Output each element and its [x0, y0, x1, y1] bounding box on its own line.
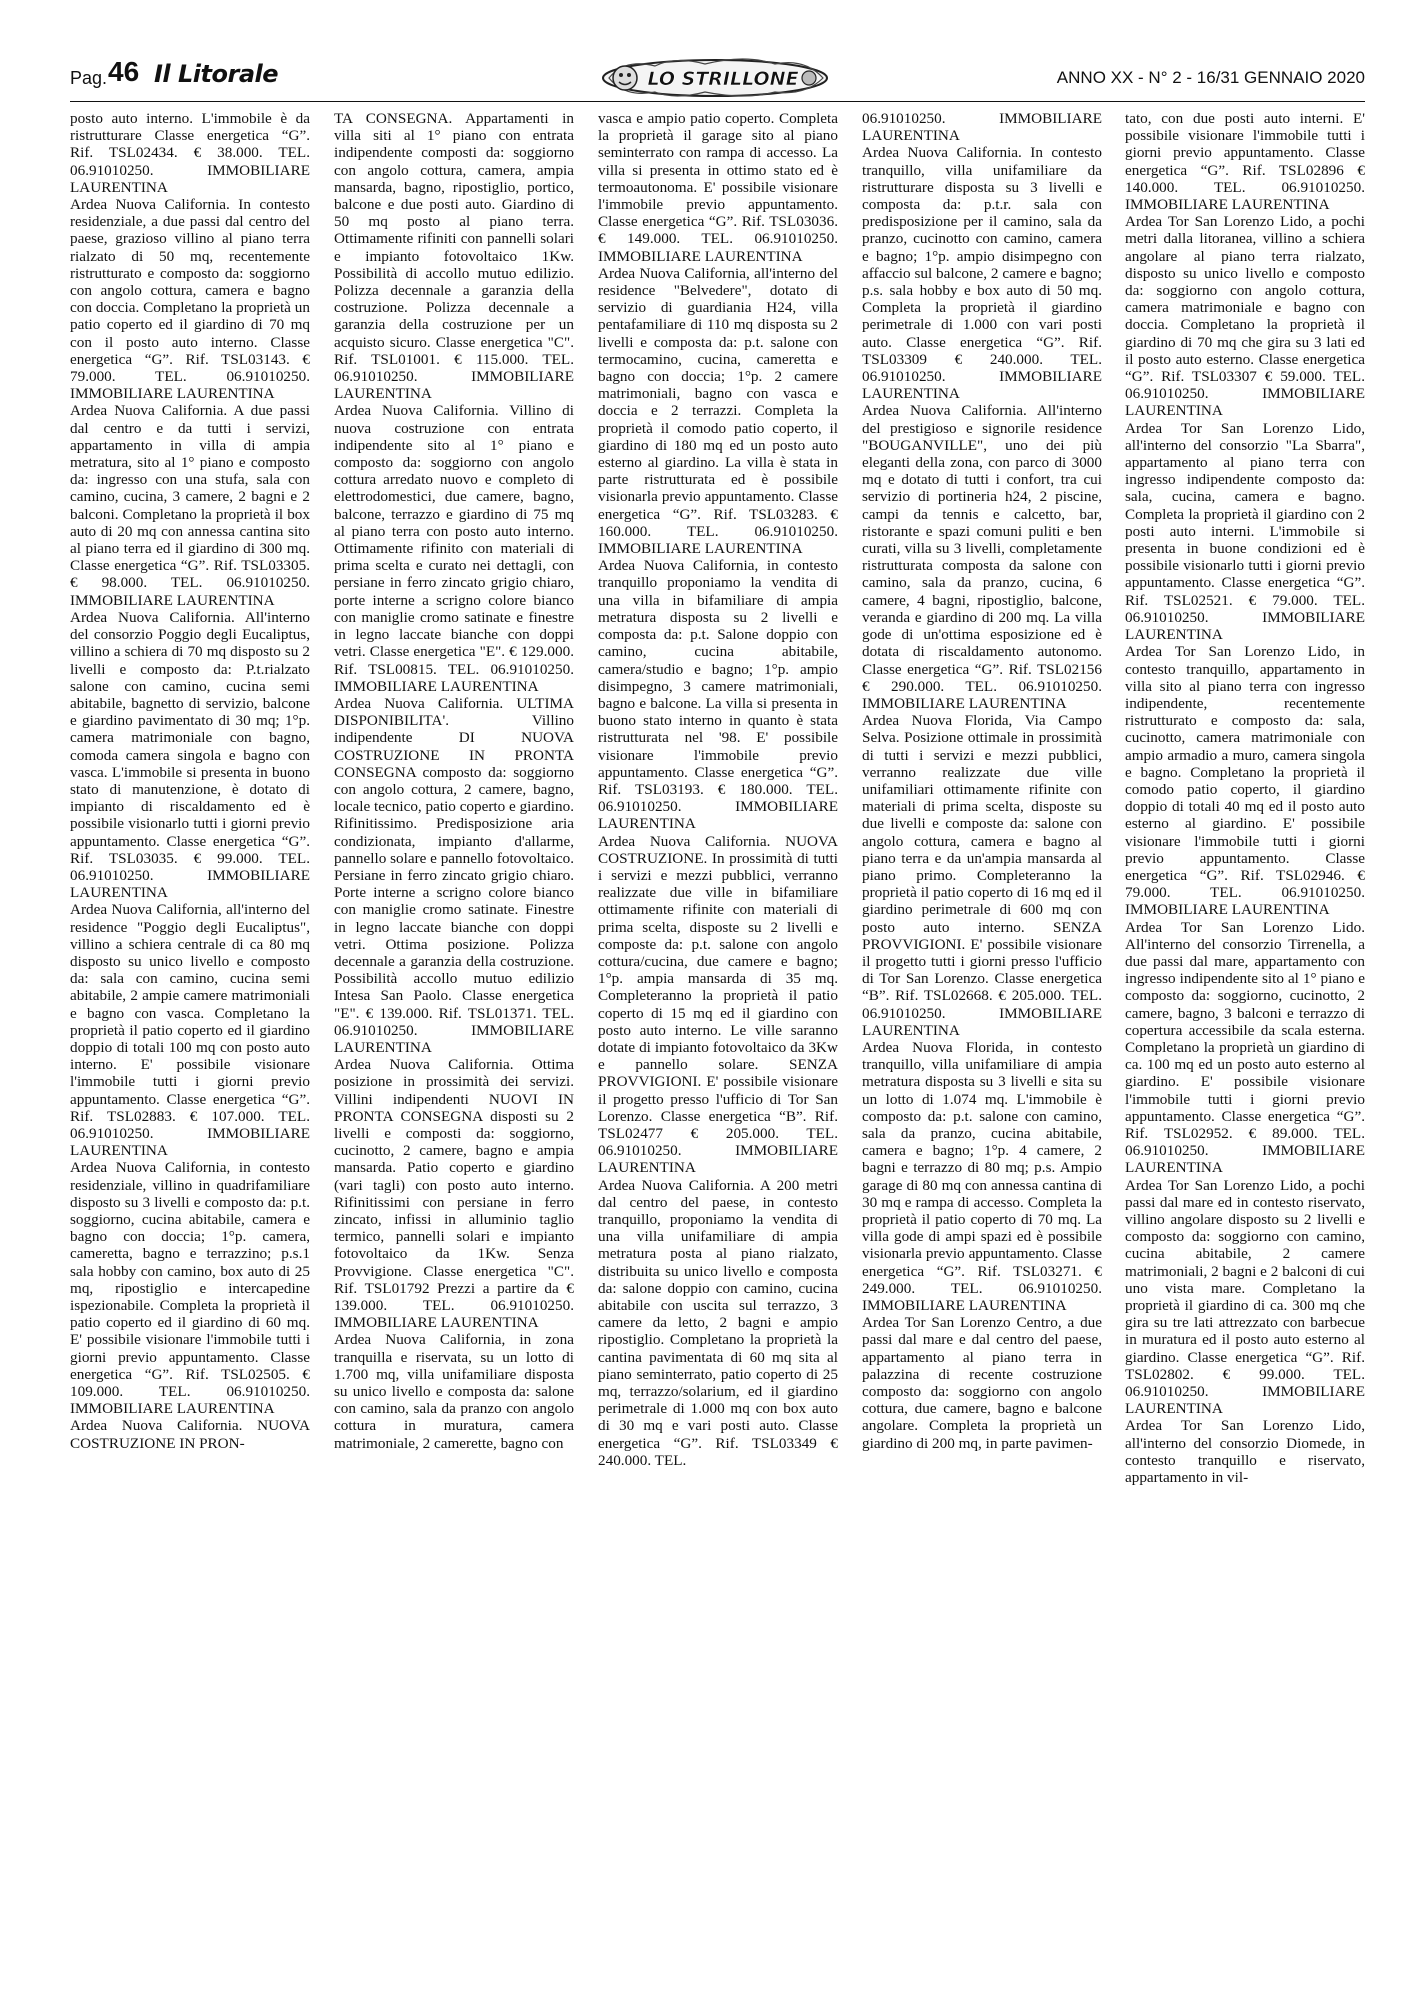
ad-paragraph: Ardea Nuova California, all'interno del residence "Poggio degli Eucaliptus", villino a schiera centrale di ca 80 mq disposto su unico livello e composto da: sala con camino, cucina semi abitabile, 2 ampie camere matrimoniali e bagno con vasca. Completano la proprietà il patio coperto ed il giardino doppio di totali 100 mq con posto auto interno. E' possibile visionare l'immobile tutti i giorni previo appuntamento. Classe energetica “G”. Rif. TSL02883. € 107.000. TEL. 06.91010250. IMMOBILIARE LAURENTINA — [70, 901, 310, 1160]
logo-text: LO STRILLONE — [647, 68, 799, 90]
ad-paragraph: Ardea Nuova California. Ottima posizione in prossimità dei servizi. Villini indipendenti NUOVI IN PRONTA CONSEGNA disposti su 2 livelli e composti da: soggiorno, cucinotto, 2 camere, bagno e ampia mansarda. Patio coperto e giardino (vari tagli) con posto auto interno. Rifinitissimi con persiane in ferro zincato, infissi in alluminio taglio termico, pannelli solari e impianto fotovoltaico da 1Kw. Senza Provvigione. Classe energetica "C". Rif. TSL01792 Prezzi a partire da € 139.000. TEL. 06.91010250. IMMOBILIARE LAURENTINA — [334, 1056, 574, 1332]
issue-date: ANNO XX - N° 2 - 16/31 GENNAIO 2020 — [1056, 68, 1365, 87]
ad-paragraph: Ardea Nuova California, in contesto residenziale, villino in quadrifamiliare disposto su 3 livelli e composto da: p.t. soggiorno, cucina abitabile, camera e bagno con doccia; 1°p. camera, cameretta, bagno e terrazzino; p.s.1 sala hobby con camino, box auto di 25 mq, ripostiglio e intercapedine ispezionabile. Completa la proprietà il patio coperto ed il giardino di 60 mq. E' possibile visionare l'immobile tutti i giorni previo appuntamento. Classe energetica “G”. Rif. TSL02505. € 109.000. TEL. 06.91010250. IMMOBILIARE LAURENTINA — [70, 1159, 310, 1418]
ad-paragraph: Ardea Nuova California. A 200 metri dal centro del paese, in contesto tranquillo, proponiamo la vendita di una villa unifamiliare di ampia metratura posta al piano rialzato, distribuita su unico livello e composta da: salone doppio con camino, cucina abitabile con uscita sul terrazzo, 3 camere da letto, 2 bagni e ampio ripostiglio. Completano la proprietà la cantina pavimentata di 60 mq sita al piano seminterrato, patio coperto di 25 mq, terrazzo/solarium, ed il giardino perimetrale di 1.000 mq con box auto di 30 mq e vari posti auto. Classe energetica “G”. Rif. TSL03349 € 240.000. TEL. — [598, 1176, 838, 1469]
ad-paragraph: Ardea Nuova Florida, in contesto tranquillo, villa unifamiliare di ampia metratura disposta su 3 livelli e sita su un lotto di 1.074 mq. L'immobile è composto da: p.t. salone con camino, sala da pranzo, cucina abitabile, camera e bagno; 1°p. 4 camere, 2 bagni e terrazzo di 80 mq; p.s. Ampio garage di 80 mq con annessa cantina di 30 mq e rampa di accesso. Completa la proprietà il patio coperto di 70 mq. La villa gode di ampi spazi ed è possibile visionarla previo appuntamento. Classe energetica “G”. Rif. TSL03271. € 249.000. TEL. 06.91010250. IMMOBILIARE LAURENTINA — [862, 1038, 1102, 1315]
page-header — [70, 58, 1365, 98]
ad-paragraph: tato, con due posti auto interni. E' possibile visionare l'immobile tutti i giorni previo appuntamento. Classe energetica “G”. Rif. TSL02896 € 140.000. TEL. 06.91010250. IMMOBILIARE LAURENTINA — [1125, 110, 1365, 214]
ad-paragraph: Ardea Nuova California. In contesto residenziale, a due passi dal centro del paese, grazioso villino al piano terra rialzato di 50 mq, recentemente ristrutturato e composto da: soggiorno con angolo cottura, camera e bagno con doccia. Completano la proprietà un patio coperto ed il giardino di 70 mq con il posto auto interno. Classe energetica “G”. Rif. TSL03143. € 79.000. TEL. 06.91010250. IMMOBILIARE LAURENTINA — [70, 196, 310, 403]
ad-paragraph: posto auto interno. L'immobile è da ristrutturare Classe energetica “G”. Rif. TSL02434. € 38.000. TEL. 06.91010250. IMMOBILIARE LAURENTINA — [70, 110, 310, 196]
lo-strillone-logo — [595, 52, 835, 102]
ad-paragraph: Ardea Nuova California, in zona tranquilla e riservata, su un lotto di 1.700 mq, villa unifamiliare disposta su unico livello e composta da: salone con camino, sala da pranzo con angolo cottura in muratura, camera matrimoniale, 2 camerette, bagno con — [334, 1331, 574, 1452]
publication-name: Il Litorale — [154, 60, 279, 88]
ad-paragraph: Ardea Nuova California, in contesto tranquillo proponiamo la vendita di una villa in bifamiliare di ampia metratura disposta su 2 livelli e composta da: p.t. Salone doppio con camino, cucina abitabile, camera/studio e bagno; 1°p. ampio disimpegno, 3 camere matrimoniali, bagno e balcone. La villa si presenta in buono stato interno in quanto è stata ristrutturata nel '98. E' possibile visionare l'immobile previo appuntamento. Classe energetica “G”. Rif. TSL03193. € 180.000. TEL. 06.91010250. IMMOBILIARE LAURENTINA — [598, 557, 838, 833]
ad-paragraph: Ardea Nuova California. ULTIMA DISPONIBILITA'. Villino indipendente DI NUOVA COSTRUZIONE IN PRONTA CONSEGNA composto da: soggiorno con angolo cottura, 2 camere, bagno, locale tecnico, patio coperto e giardino. Rifinitissimo. Predisposizione aria condizionata, impianto d'allarme, pannello solare e pannello fotovoltaico. Persiane in ferro zincato grigio chiaro. Porte interne a scrigno colore bianco con maniglie cromo satinate. Finestre in legno laccate bianche con doppi vetri. Ottima posizione. Polizza decennale a garanzia della costruzione. Possibilità accollo mutuo edilizio Intesa San Paolo. Classe energetica "E". € 139.000. Rif. TSL01371. TEL. 06.91010250. IMMOBILIARE LAURENTINA — [334, 694, 574, 1056]
column-2 — [334, 110, 574, 1960]
ad-paragraph: Ardea Tor San Lorenzo Lido. All'interno del consorzio Tirrenella, a due passi dal mare, appartamento con ingresso indipendente sito al 1° piano e composto da: soggiorno, cucinotto, 2 camere, bagno, 3 balconi e terrazzo di copertura accessibile da scala esterna. Completano la proprietà un giardino di ca. 100 mq ed un posto auto esterno al giardino. E' possibile visionare l'immobile tutti i giorni previo appuntamento. Classe energetica “G”. Rif. TSL02952. € 89.000. TEL. 06.91010250. IMMOBILIARE LAURENTINA — [1125, 918, 1365, 1177]
header-rule — [70, 101, 1365, 102]
ad-paragraph: Ardea Nuova California. NUOVA COSTRUZIONE IN PRON- — [70, 1417, 310, 1452]
ad-paragraph: Ardea Nuova California, all'interno del residence "Belvedere", dotato di servizio di guardiania H24, villa pentafamiliare di 110 mq disposta su 2 livelli e composta da: p.t. salone con termocamino, cucina, cameretta e bagno con doccia; 1°p. 2 camere matrimoniali, bagno con vasca e doccia e 2 terrazzi. Completa la proprietà il comodo patio coperto, il giardino di 180 mq ed un posto auto esterno al giardino. La villa è stata in parte ristrutturata ed è possibile visionarla previo appuntamento. Classe energetica “G”. Rif. TSL03283. € 160.000. TEL. 06.91010250. IMMOBILIARE LAURENTINA — [598, 264, 838, 558]
ad-paragraph: Ardea Nuova California. All'interno del prestigioso e signorile residence "BOUGANVILLE", uno dei più eleganti della zona, con parco di 3000 mq e dotato di tutti i confort, tra cui servizio di portineria h24, 2 piscine, campi da tennis e calcetto, bar, ristorante e spazi comuni puliti e ben curati, villa su 3 livelli, completamente ristrutturata composta da salone con camino, sala da pranzo, cucina, 6 camere, 4 bagni, ripostiglio, balcone, veranda e giardino di 200 mq. La villa gode di un'ottima esposizione ed è dotata di riscaldamento autonomo. Classe energetica “G”. Rif. TSL02156 € 290.000. TEL. 06.91010250. IMMOBILIARE LAURENTINA — [862, 402, 1102, 712]
page-label: Pag. — [70, 68, 108, 88]
ad-paragraph: Ardea Nuova California. All'interno del consorzio Poggio degli Eucaliptus, villino a schiera di 70 mq disposto su 2 livelli e composto da: P.t.rialzato salone con camino, cucina semi abitabile, bagnetto di servizio, balcone e giardino pavimentato di 30 mq; 1°p. camera matrimoniale con bagno, comoda camera singola e bagno con vasca. L'immobile si presenta in buono stato di manutenzione, è dotato di impianto di riscaldamento ed è possibile visionarlo tutti i giorni previo appuntamento. Classe energetica “G”. Rif. TSL03035. € 99.000. TEL. 06.91010250. IMMOBILIARE LAURENTINA — [70, 608, 310, 902]
ad-paragraph: Ardea Nuova California. A due passi dal centro e da tutti i servizi, appartamento in villa di ampia metratura, sito al 1° piano e composto da: ingresso con una stufa, sala con camino, cucina, 3 camere, 2 bagni e 2 balconi. Completano la proprietà il box auto di 20 mq con annessa cantina sito al piano terra ed il giardino di 300 mq. Classe energetica “G”. Rif. TSL03305. € 98.000. TEL. 06.91010250. IMMOBILIARE LAURENTINA — [70, 402, 310, 609]
ad-paragraph: Ardea Tor San Lorenzo Lido, all'interno del consorzio Diomede, in contesto tranquillo e riservato, appartamento in vil- — [1125, 1417, 1365, 1487]
ad-paragraph: Ardea Tor San Lorenzo Lido, in contesto tranquillo, appartamento in villa sito al piano terra con ingresso indipendente, recentemente ristrutturato e composto da: sala, cucinotto, camera matrimoniale con ampio armadio a muro, camera singola e bagno. Completano la proprietà il comodo patio coperto, il giardino doppio di totali 40 mq ed il posto auto esterno al giardino. E' possibile visionare l'immobile tutti i giorni previo appuntamento. Classe energetica “G”. Rif. TSL02946. € 79.000. TEL. 06.91010250. IMMOBILIARE LAURENTINA — [1125, 643, 1365, 919]
classifieds-columns — [70, 110, 1365, 1960]
ad-paragraph: Ardea Nuova California. In contesto tranquillo, villa unifamiliare da ristrutturare disposta su 3 livelli e composta da: p.t.r. sala con predisposizione per il camino, sala da pranzo, cucinotto con camino, camera e bagno; 1°p. ampio disimpegno con affaccio sul balcone, 2 camere e bagno; p.s. sala hobby e box auto di 50 mq. Completa la proprietà il giardino perimetrale di 1.000 con vari posti auto. Classe energetica “G”. Rif. TSL03309 € 240.000. TEL. 06.91010250. IMMOBILIARE LAURENTINA — [862, 144, 1102, 403]
ad-paragraph: Ardea Tor San Lorenzo Lido, a pochi metri dalla litoranea, villino a schiera angolare al piano terra rialzato, disposto su unico livello e composto da: soggiorno con angolo cottura, camera matrimoniale e bagno con doccia. Completano la proprietà il giardino di 70 mq che gira su 3 lati ed il posto auto esterno. Classe energetica “G”. Rif. TSL03307 € 59.000. TEL. 06.91010250. IMMOBILIARE LAURENTINA — [1125, 213, 1365, 420]
column-5 — [1125, 110, 1365, 1960]
ad-paragraph: Ardea Nuova California. NUOVA COSTRUZIONE. In prossimità di tutti i servizi e mezzi pubblici, verranno realizzate due ville in bifamiliare ottimamente rifinite con materiali di prima scelta, disposte su 2 livelli e composte da: p.t. salone con angolo cottura/cucina, due camere e bagno; 1°p. ampia mansarda di 35 mq. Completeranno la proprietà il patio coperto di 15 mq ed il giardino con posto auto interno. Le ville saranno dotate di impianto fotovoltaico da 3Kw e pannello solare. SENZA PROVVIGIONI. E' possibile visionare il progetto presso l'ufficio di Tor San Lorenzo. Classe energetica “B”. Rif. TSL02477 € 205.000. TEL. 06.91010250. IMMOBILIARE LAURENTINA — [598, 832, 838, 1177]
column-3 — [598, 110, 838, 1960]
column-4 — [862, 110, 1102, 1960]
column-1 — [70, 110, 310, 1960]
ad-paragraph: 06.91010250. IMMOBILIARE LAURENTINA — [862, 110, 1102, 145]
ad-paragraph: vasca e ampio patio coperto. Completa la proprietà il garage sito al piano seminterrato con rampa di accesso. La villa si presenta in ottimo stato ed è termoautonoma. E' possibile visionare l'immobile previo appuntamento. Classe energetica “G”. Rif. TSL03036. € 149.000. TEL. 06.91010250. IMMOBILIARE LAURENTINA — [598, 110, 838, 265]
ad-paragraph: Ardea Nuova Florida, Via Campo Selva. Posizione ottimale in prossimità di tutti i servizi e mezzi pubblici, verranno realizzate due ville unifamiliari ottimamente rifinite con materiali di prima scelta, disposte su due livelli e composte da: salone con angolo cottura, camera e bagno al piano terra e da un'ampia mansarda al piano primo. Completeranno la proprietà il patio coperto di 16 mq ed il giardino perimetrale di 600 mq con posto auto interno. SENZA PROVVIGIONI. E' possibile visionare il progetto tutti i giorni presso l'ufficio di Tor San Lorenzo. Classe energetica “B”. Rif. TSL02668. € 205.000. TEL. 06.91010250. IMMOBILIARE LAURENTINA — [862, 712, 1102, 1039]
ad-paragraph: TA CONSEGNA. Appartamenti in villa siti al 1° piano con entrata indipendente composti da: soggiorno con angolo cottura, camera, ampia mansarda, bagno, ripostiglio, portico, balcone e due posti auto. Giardino di 50 mq posto al piano terra. Ottimamente rifiniti con pannelli solari e impianto fotovoltaico 1Kw. Possibilità di accollo mutuo edilizio. Polizza decennale a garanzia della costruzione. Polizza decennale a garanzia della costruzione per un acquisto sicuro. Classe energetica "C". Rif. TSL01001. € 115.000. TEL. 06.91010250. IMMOBILIARE LAURENTINA — [334, 110, 574, 403]
ad-paragraph: Ardea Nuova California. Villino di nuova costruzione con entrata indipendente sito al 1° piano e composto da: soggiorno con angolo cottura arredato nuovo e completo di elettrodomestici, due camere, bagno, balcone, terrazzo e giardino di 75 mq al piano terra con posto auto interno. Ottimamente rifinito con materiali di prima scelta e curato nei dettagli, con persiane in ferro zincato grigio chiaro, porte interne a scrigno colore bianco con maniglie cromo satinate e finestre in legno laccate bianche con doppi vetri. Classe energetica "E". € 129.000. Rif. TSL00815. TEL. 06.91010250. IMMOBILIARE LAURENTINA — [334, 402, 574, 695]
ad-paragraph: Ardea Tor San Lorenzo Centro, a due passi dal mare e dal centro del paese, appartamento al piano terra in palazzina di recente costruzione composto da: soggiorno con angolo cottura, due camere, bagno e balcone angolare. Completa la proprietà un giardino di 200 mq, in parte pavimen- — [862, 1314, 1102, 1452]
ad-paragraph: Ardea Tor San Lorenzo Lido, a pochi passi dal mare ed in contesto riservato, villino angolare disposto su 2 livelli e composto da: soggiorno con camino, cucina abitabile, 2 camere matrimoniali, 2 bagni e 2 balconi di cui uno vista mare. Completano la proprietà il giardino di ca. 300 mq che gira su tre lati attrezzato con barbecue in muratura ed il posto auto esterno al giardino. Classe energetica “G”. Rif. TSL02802. € 99.000. TEL. 06.91010250. IMMOBILIARE LAURENTINA — [1125, 1176, 1365, 1418]
page-number: 46 — [108, 56, 140, 87]
ad-paragraph: Ardea Tor San Lorenzo Lido, all'interno del consorzio "La Sbarra", appartamento al piano terra con ingresso indipendente composto da: sala, cucina, camera e bagno. Completa la proprietà il giardino con 2 posti auto interni. L'immobile si presenta in buone condizioni ed è possibile visionarlo tutti i giorni previo appuntamento. Classe energetica “G”. Rif. TSL02521. € 79.000. TEL. 06.91010250. IMMOBILIARE LAURENTINA — [1125, 419, 1365, 644]
